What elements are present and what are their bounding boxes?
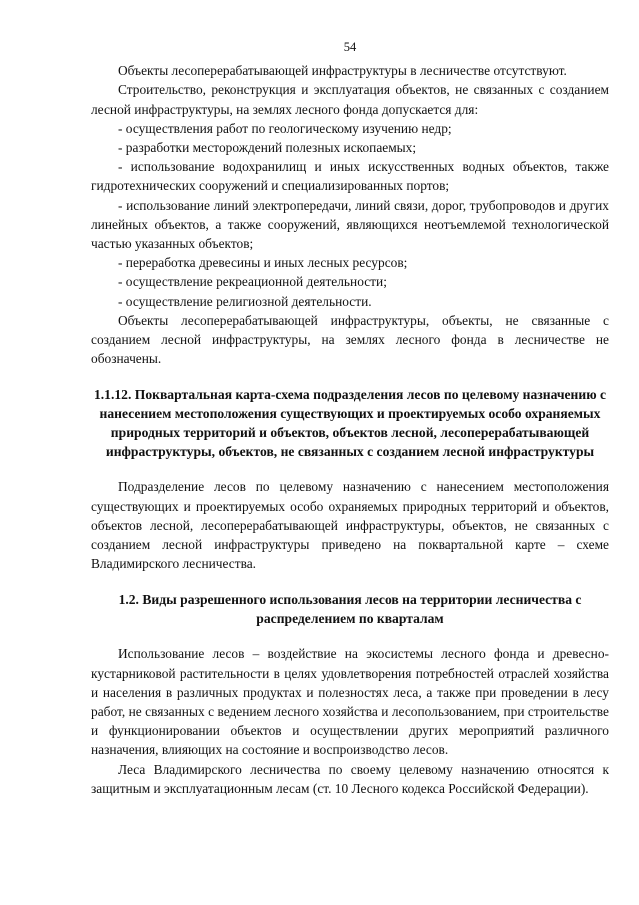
page-number: 54 [343,40,357,54]
paragraph: Объекты лесоперерабатывающей инфраструктуры в лесничестве отсутствуют. [118,63,567,79]
list-item: - использование водохранилищ и иных искусственных водных объектов, также гидротехнических сооружений и специализированных портов; [91,159,609,194]
paragraph: Строительство, реконструкция и эксплуатация объектов, не связанных с созданием лесной инфраструктуры, на землях лесного фонда допускается для: [91,82,609,117]
paragraph: Леса Владимирского лесничества по своему целевому назначению относятся к защитным и эксплуатационным лесам (ст. 10 Лесного кодекса Российской Федерации). [91,761,609,796]
list-item: - использование линий электропередачи, линий связи, дорог, трубопроводов и других линейных объектов, а также сооружений, являющихся неотъемлемой технологической частью указанных объектов; [91,197,609,252]
list-item: - осуществление религиозной деятельности. [118,293,372,309]
paragraph: Объекты лесоперерабатывающей инфраструктуры, объекты, не связанные с созданием лесной инфраструктуры, на землях лесного фонда в лесничестве не обозначены. [91,312,609,367]
list-item: - разработки месторождений полезных ископаемых; [118,140,417,156]
list-item: - осуществления работ по геологическому изучению недр; [118,120,452,136]
paragraph: Использование лесов – воздействие на экосистемы лесного фонда и древесно-кустарниковой растительности в целях удовлетворения потребностей отраслей хозяйства и населения в различных продуктах и полезностях леса, а также при проведении в лесу работ, не связанных с ведением лесного хозяйства и лесопользованием, при строительстве и функционировании объектов и осуществлении других мероприятий различного назначения, влияющих на состояние и воспроизводство лесов. [91,646,609,758]
list-item: - переработка древесины и иных лесных ресурсов; [118,255,408,271]
paragraph: Подразделение лесов по целевому назначению с нанесением местоположения существующих и проектируемых особо охраняемых природных территорий и объектов, объектов лесной, лесоперерабатывающей инфраструктуры, объектов, не связанных с созданием лесной инфраструктуры приведено на поквартальной карте – схеме Владимирского лесничества. [91,479,609,572]
section-heading: 1.1.12. Поквартальная карта-схема подразделения лесов по целевому назначению с нанесением местоположения существующих и проектируемых особо охраняемых природных территорий и объектов, объектов лесной, лесоперерабатывающей инфраструктуры, объектов, не связанных с созданием лесной инфраструктуры [93,387,607,460]
section-heading: 1.2. Виды разрешенного использования лесов на территории лесничества с распределением по кварталам [118,592,582,627]
list-item: - осуществление рекреационной деятельности; [118,274,387,290]
